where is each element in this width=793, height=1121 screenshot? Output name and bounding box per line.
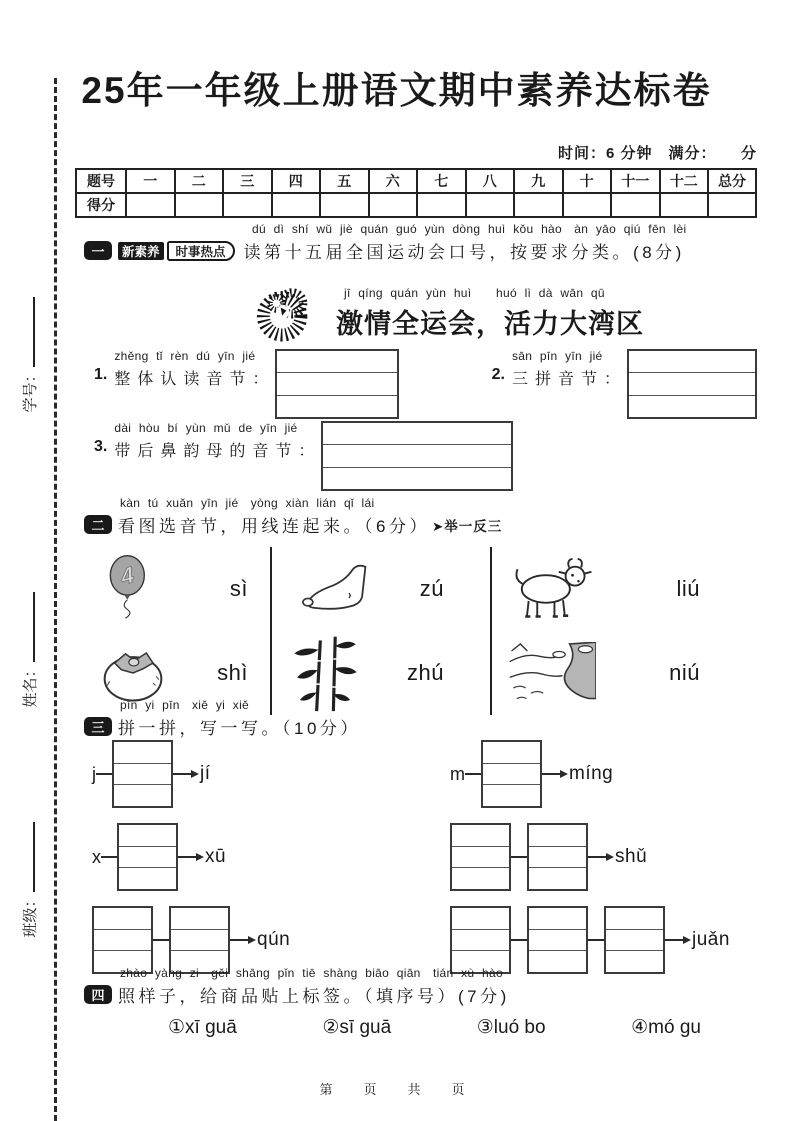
spell-item-ji [92,740,450,808]
th-12: 十二 [660,169,709,193]
spell-box [117,823,178,891]
option-2: ②sī guā [322,1017,392,1038]
new-suyang-badge: 新素养 [118,242,164,260]
slogan-text: 激情全运会，活力大湾区 [336,308,644,339]
th-8: 八 [466,169,515,193]
class-text: 班级： [22,892,39,938]
arrow-line [173,773,197,775]
spell-box [450,823,511,891]
seal-dashed-line [54,78,57,1121]
th-6: 六 [369,169,418,193]
q1-item-2 [492,349,757,419]
q1-item-1 [94,349,399,419]
item-3-number: 3. [94,438,108,455]
connector-line [511,856,527,858]
fireworks-emblem-icon [248,276,322,348]
connector-line [153,939,169,941]
river-image [508,642,596,704]
initial-letter: m [450,763,465,784]
th-10: 十 [563,169,612,193]
score-table [75,168,757,218]
answer-line [323,467,511,489]
syllable-liu: liú [676,576,700,601]
th-label: 题号 [76,169,126,193]
option-4: ④mó gu [631,1017,701,1038]
matching-column-3 [492,547,756,715]
pinyin-spelling-grid [92,740,757,974]
label-options-row [168,1016,701,1039]
hot-topic-badge: 时事热点 [167,241,235,261]
initial-letter: j [92,763,96,784]
section-1-pinyin: dú dì shí wǔ jiè quán guó yùn dòng huì kǒu hào àn yāo qiú fēn lèi [252,222,687,236]
class-label [19,800,41,960]
syllable-niu: niú [669,660,700,685]
th-9: 九 [514,169,563,193]
spell-box [112,740,173,808]
section-3-header [84,696,763,739]
time-score-line: 时间：6 分钟 满分： 分 [557,145,757,162]
syllable-si: sì [229,576,248,601]
th-5: 五 [320,169,369,193]
answer-line [323,423,511,444]
score-cell [417,193,466,217]
initial-letter: x [92,846,101,867]
section-2-title: 看图选音节，用线连起来。（6分） [118,517,430,536]
score-cell [611,193,660,217]
section-1-title: 读第十五届全国运动会口号，按要求分类。(8分) [243,243,685,262]
matching-column-1 [94,547,272,715]
item-1-pinyin: zhěng tǐ rèn dú yīn jié [114,349,256,363]
connector-line [465,773,481,775]
answer-line [277,395,397,417]
slogan-pinyin: jī qíng quán yùn huì huó lì dà wān qū [344,285,605,300]
th-3: 三 [223,169,272,193]
foot-image [298,561,372,617]
score-cell [175,193,224,217]
result-syllable: xū [205,846,227,867]
item-3-label: 带后鼻韵母的音节： [114,443,322,460]
result-syllable: jí [200,763,211,784]
score-cell [466,193,515,217]
section-1-number-badge: 一 [84,241,112,260]
q1-row-2 [94,421,757,491]
score-row-label: 得分 [76,193,126,217]
connector-line [96,773,112,775]
section-3-title: 拼一拼，写一写。（10分） [118,719,361,738]
score-cell [369,193,418,217]
item-1-label: 整体认读音节： [114,371,276,388]
item-3-pinyin: dài hòu bí yùn mǔ de yīn jié [114,421,298,435]
th-total: 总分 [708,169,756,193]
name-label [19,570,41,730]
th-4: 四 [272,169,321,193]
answer-line [629,395,755,417]
option-1: ①xī guā [168,1017,237,1038]
result-syllable: juǎn [692,929,730,950]
arrow-line [665,939,689,941]
balloon-image [98,555,158,623]
item-1-number: 1. [94,366,108,383]
spell-item-shu [450,823,757,891]
th-1: 一 [126,169,175,193]
section-4-number-badge: 四 [84,985,112,1004]
score-table-score-row [76,193,756,217]
answer-box-2 [627,349,757,419]
matching-grid [94,547,756,693]
item-2-number: 2. [491,366,505,383]
class-blank [19,823,35,893]
juyifansan-marker: ➤举一反三 [431,518,503,534]
section-4-header [84,964,763,1007]
item-2-pinyin: sān pīn yīn jié [511,349,603,363]
section-2-header [84,494,763,537]
connector-line [511,939,527,941]
score-cell [320,193,369,217]
score-cell [272,193,321,217]
score-cell [660,193,709,217]
name-blank [19,593,35,663]
section-2-pinyin: kàn tú xuǎn yīn jié yòng xiàn lián qǐ lái [120,496,375,510]
q1-item-3 [94,421,513,491]
th-7: 七 [417,169,466,193]
score-cell [514,193,563,217]
answer-box-1 [275,349,399,419]
syllable-shi: shì [217,660,248,685]
matching-column-2 [272,547,492,715]
result-syllable: míng [569,763,614,784]
score-cell [223,193,272,217]
item-2-label: 三拼音节： [511,371,627,388]
arrow-line [230,939,254,941]
connector-line [101,856,117,858]
section-4-title: 照样子，给商品贴上标签。（填序号）(7分) [118,987,510,1006]
syllable-zu: zú [419,576,444,601]
q1-row-1 [94,349,757,419]
th-2: 二 [175,169,224,193]
page-title: 25年一年级上册语文期中素养达标卷 [81,70,712,111]
arrow-line [588,856,612,858]
name-text: 姓名： [22,662,39,708]
cow-image [508,556,594,622]
spell-item-xu [92,823,450,891]
student-id-text: 学号： [22,367,39,413]
spell-box [481,740,542,808]
score-cell [563,193,612,217]
syllable-zhu: zhú [407,660,444,685]
answer-line [277,351,397,372]
score-cell [708,193,756,217]
games-logo [248,276,644,348]
option-3: ③luó bo [476,1017,546,1038]
answer-line [277,372,397,394]
arrow-line [178,856,202,858]
student-id-blank [19,298,35,368]
score-table-header-row [76,169,756,193]
section-1-header [84,220,763,263]
result-syllable: qún [257,929,291,950]
spell-item-ming [450,740,757,808]
section-3-number-badge: 三 [84,717,112,736]
section-3-pinyin: pīn yi pīn xiě yi xiě [120,698,250,712]
connector-line [588,939,604,941]
answer-line [629,372,755,394]
balloon-number: 4 [117,561,137,590]
result-syllable: shǔ [615,846,648,867]
student-id-label [19,275,41,435]
score-cell [126,193,175,217]
section-4-pinyin: zhào yàng zi gěi shāng pǐn tiē shàng biāo qiān tián xù hào [120,966,503,980]
answer-box-3 [321,421,513,491]
answer-line [323,444,511,466]
answer-line [629,351,755,372]
th-11: 十一 [611,169,660,193]
page-footer: 第 页 共 页 [319,1082,474,1097]
arrow-line [542,773,566,775]
spell-box [527,823,588,891]
section-2-number-badge: 二 [84,515,112,534]
